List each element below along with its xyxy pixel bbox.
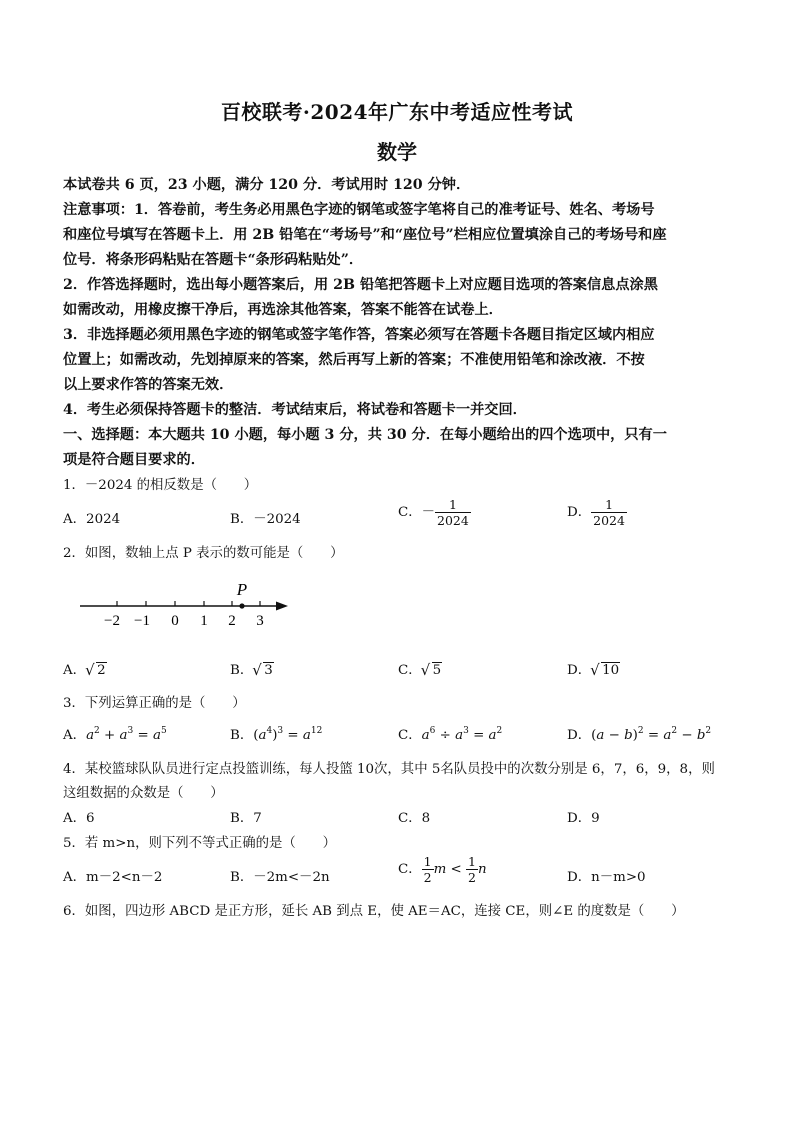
q5-option-b: B．－2m<－2n: [230, 870, 330, 885]
q4-option-b: B．7: [230, 811, 262, 826]
q4-option-a: A．6: [63, 811, 95, 826]
q3-option-b: B．$(a^4)^3 = a^{12}$: [230, 726, 323, 743]
question-4-stem-line-1: 4．某校篮球队队员进行定点投篮训练，每人投篮 10次，其中 5名队员投中的次数分别是 6，7，6，9，8，则: [63, 762, 715, 777]
option-prefix: C．: [398, 663, 422, 678]
tick-label: 3: [256, 613, 264, 629]
tick-label: 0: [171, 613, 179, 629]
intro-line-10: 4．考生必须保持答题卡的整洁．考试结束后，将试卷和答题卡一并交回．: [63, 402, 527, 418]
intro-line-5: 2．作答选择题时，选出每小题答案后，用 2B 铅笔把答题卡上对应题目选项的答案信息点涂黑: [63, 277, 658, 293]
q2-option-a: [63, 659, 107, 678]
question-1-stem: 1．－2024 的相反数是（ ）: [63, 478, 258, 493]
radicand: 5: [432, 663, 442, 678]
square-root: [86, 663, 107, 678]
square-root: [422, 663, 443, 678]
q1-option-c: [398, 498, 471, 527]
intro-line-9: 以上要求作答的答案无效．: [63, 377, 234, 393]
intro-line-8: 位置上；如需改动，先划掉原来的答案，然后再写上新的答案；不准使用铅笔和涂改液．不按: [63, 352, 645, 368]
tick-label: −1: [134, 613, 150, 629]
tick-label: 2: [228, 613, 236, 629]
tick-label: 1: [200, 613, 208, 629]
fraction-numerator: 1: [591, 498, 627, 513]
square-root: [253, 663, 274, 678]
point-p-marker: [239, 603, 244, 608]
intro-line-7: 3．非选择题必须用黑色字迹的钢笔或签字笔作答，答案必须写在答题卡各题目指定区域内相应: [63, 327, 655, 343]
q4-option-c: C．8: [398, 811, 431, 826]
radicand: 3: [264, 663, 273, 678]
question-4-stem-line-2: 这组数据的众数是（ ）: [63, 786, 224, 801]
question-3-stem: 3．下列运算正确的是（ ）: [63, 696, 246, 711]
fraction-denominator: 2024: [593, 513, 625, 529]
section-heading-line-2: 项是符合题目要求的．: [63, 452, 205, 468]
square-root: [591, 663, 620, 678]
intro-line-1: 本试卷共 6 页，23 小题，满分 120 分．考试用时 120 分钟．: [63, 177, 471, 193]
q1-option-a: A．2024: [63, 512, 121, 527]
q1-option-b: B．－2024: [230, 512, 301, 527]
option-prefix: B．: [230, 663, 254, 678]
fraction-denominator: 2024: [437, 513, 469, 529]
question-5-stem: 5．若 m>n，则下列不等式正确的是（ ）: [63, 836, 336, 851]
radicand: 10: [602, 663, 620, 678]
intro-line-4: 位号．将条形码粘贴在答题卡“条形码粘贴处”．: [63, 252, 364, 268]
q3-option-d: D．$(a - b)^2 = a^2 - b^2$: [567, 726, 712, 743]
subject-title: 数学: [377, 140, 417, 164]
q2-option-c: [398, 659, 442, 678]
fraction: [591, 498, 627, 527]
q1-option-d: [567, 498, 627, 527]
intro-line-3: 和座位号填写在答题卡上．用 2B 铅笔在“考场号”和“座位号”栏相应位置填涂自己的考场号和座: [63, 227, 667, 243]
exam-title: 百校联考·2024年广东中考适应性考试: [220, 100, 574, 124]
number-line-arrow-icon: [276, 602, 288, 611]
question-2-stem: 2．如图，数轴上点 P 表示的数可能是（ ）: [63, 546, 344, 561]
q5-option-d: D．n－m>0: [567, 870, 646, 885]
fraction: [435, 498, 471, 527]
option-prefix: D．: [567, 663, 592, 678]
intro-line-6: 如需改动，用橡皮擦干净后，再选涂其他答案，答案不能答在试卷上．: [63, 302, 503, 318]
q3-option-a: A．$a^2 + a^3 = a^5$: [63, 726, 167, 743]
q1-option-d-prefix: D．: [567, 505, 592, 521]
q5-option-c: C． $\frac{1}{2}$ m < $\frac{1}{2}$ n: [398, 854, 487, 886]
intro-line-2: 注意事项：1．答卷前，考生务必用黑色字迹的钢笔或签字笔将自己的准考证号、姓名、考场号: [63, 202, 655, 218]
q3-option-c: C．$a^6 \div a^3 = a^2$: [398, 726, 503, 743]
tick-label: −2: [104, 613, 120, 629]
q5-option-a: A．m－2<n－2: [63, 870, 163, 885]
section-heading-line-1: 一、选择题：本大题共 10 小题，每小题 3 分，共 30 分．在每小题给出的四个选项中，只有一: [63, 427, 667, 443]
radicand: 2: [97, 663, 106, 678]
q4-option-d: D．9: [567, 811, 600, 826]
option-prefix: A．: [63, 663, 87, 678]
point-p-label: P: [236, 580, 248, 599]
q1-option-c-prefix: C．－: [398, 505, 436, 521]
number-line-figure: [74, 578, 296, 630]
fraction-numerator: 1: [435, 498, 471, 513]
q2-option-d: [567, 659, 620, 678]
question-6-stem: 6．如图，四边形 ABCD 是正方形，延长 AB 到点 E，使 AE＝AC，连接 CE，则∠E 的度数是（ ）: [63, 904, 685, 919]
q2-option-b: [230, 659, 274, 678]
